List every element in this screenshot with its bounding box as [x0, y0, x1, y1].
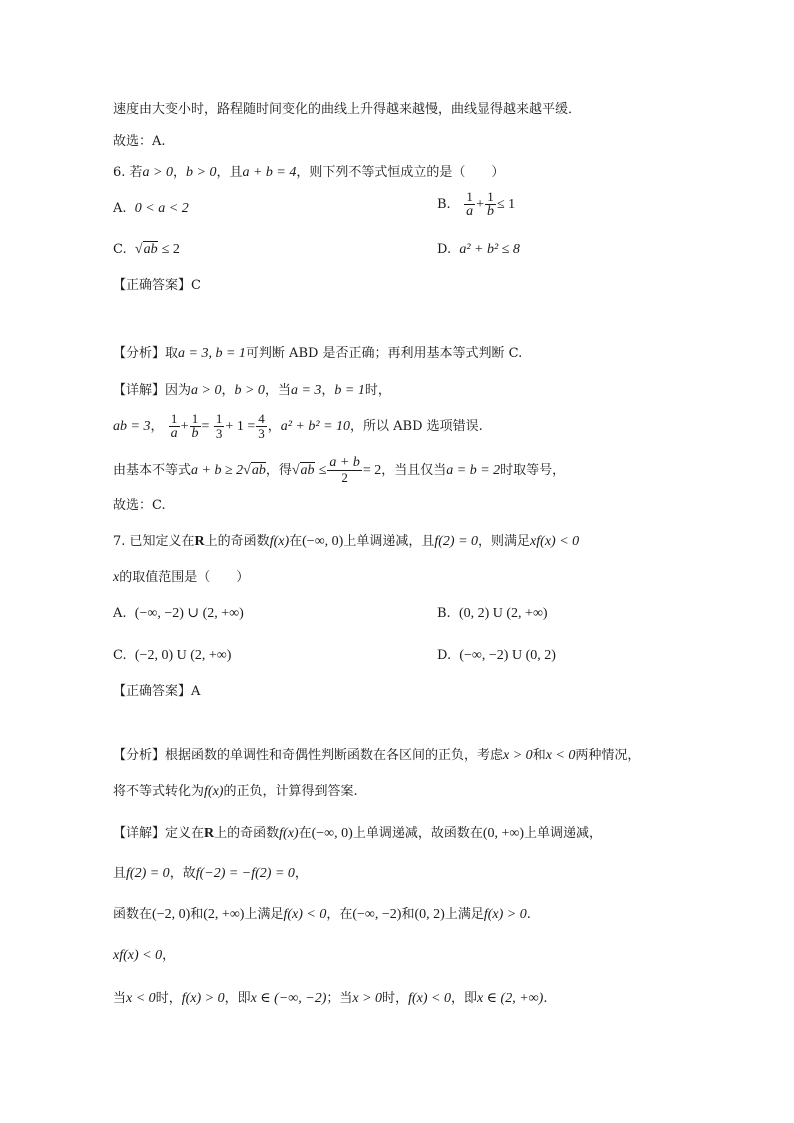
detail-7-line3: 函数在(−2, 0)和(2, +∞)上满足f(x) < 0，在(−∞, −2)和(0, 2)上满足f(x) > 0.: [113, 907, 531, 922]
detail-6-line3: 由基本不等式a + b ≥ 2√ab，得√ab ≤ $\frac{a + b}{2}$ = 2，当且仅当a = b = 2时取等号，: [113, 455, 566, 485]
option-d: D. a² + b² ≤ 8: [437, 242, 520, 257]
option-c: C. √ab ≤ 2: [113, 242, 180, 257]
detail-6-line2: ab = 3， $\frac{1}{a}$ + $\frac{1}{b}$ = $\frac{1}{3}$ + 1 = $\frac{4}{3}$ ，a² + b² = 10，所以 ABD 选项错误.: [113, 411, 483, 441]
option-b: B. $\frac{1}{a}$ + $\frac{1}{b}$ ≤ 1: [437, 189, 516, 219]
option-b: B. (0, 2) U (2, +∞): [437, 606, 548, 621]
analysis-7-line2: 将不等式转化为f(x)的正负，计算得到答案.: [113, 784, 358, 799]
question-7-stem-line1: 7. 已知定义在R上的奇函数f(x)在(−∞, 0)上单调递减，且f(2) = 0，则满足xf(x) < 0: [113, 534, 580, 549]
option-a: A. 0 < a < 2: [113, 201, 189, 216]
detail-7-line4: xf(x) < 0，: [113, 948, 176, 963]
text-line: 速度由大变小时，路程随时间变化的曲线上升得越来越慢，曲线显得越来越平缓．: [113, 102, 582, 117]
analysis-7-line1: 【分析】根据函数的单调性和奇偶性判断函数在各区间的正负，考虑x > 0和x < 0两种情况，: [113, 748, 641, 763]
analysis-6: 【分析】取a = 3, b = 1可判断 ABD 是否正确；再利用基本等式判断 C.: [113, 346, 523, 361]
detail-7-line5: 当x < 0时，f(x) > 0，即x ∈ (−∞, −2)；当x > 0时，f(x) < 0，即x ∈ (2, +∞).: [113, 991, 548, 1006]
answer-7: 【正确答案】A: [113, 684, 201, 699]
option-a: A. (−∞, −2) ∪ (2, +∞): [113, 606, 244, 621]
question-7-stem-line2: x的取值范围是（ ）: [113, 570, 250, 585]
answer-6: 【正确答案】C: [113, 278, 201, 293]
choose-6: 故选：C.: [113, 498, 166, 513]
detail-6-line1: 【详解】因为a > 0，b > 0，当a = 3，b = 1时，: [113, 383, 391, 398]
option-c: C. (−2, 0) U (2, +∞): [113, 648, 232, 663]
question-6-stem: 6. 若a > 0，b > 0，且a + b = 4，则下列不等式恒成立的是（ ）: [113, 165, 505, 180]
text-line: 故选：A.: [113, 134, 166, 149]
option-d: D. (−∞, −2) U (0, 2): [437, 648, 556, 663]
detail-7-line2: 且f(2) = 0，故f(−2) = −f(2) = 0，: [113, 866, 308, 881]
detail-7-line1: 【详解】定义在R上的奇函数f(x)在(−∞, 0)上单调递减，故函数在(0, +∞)上单调递减，: [113, 826, 603, 841]
